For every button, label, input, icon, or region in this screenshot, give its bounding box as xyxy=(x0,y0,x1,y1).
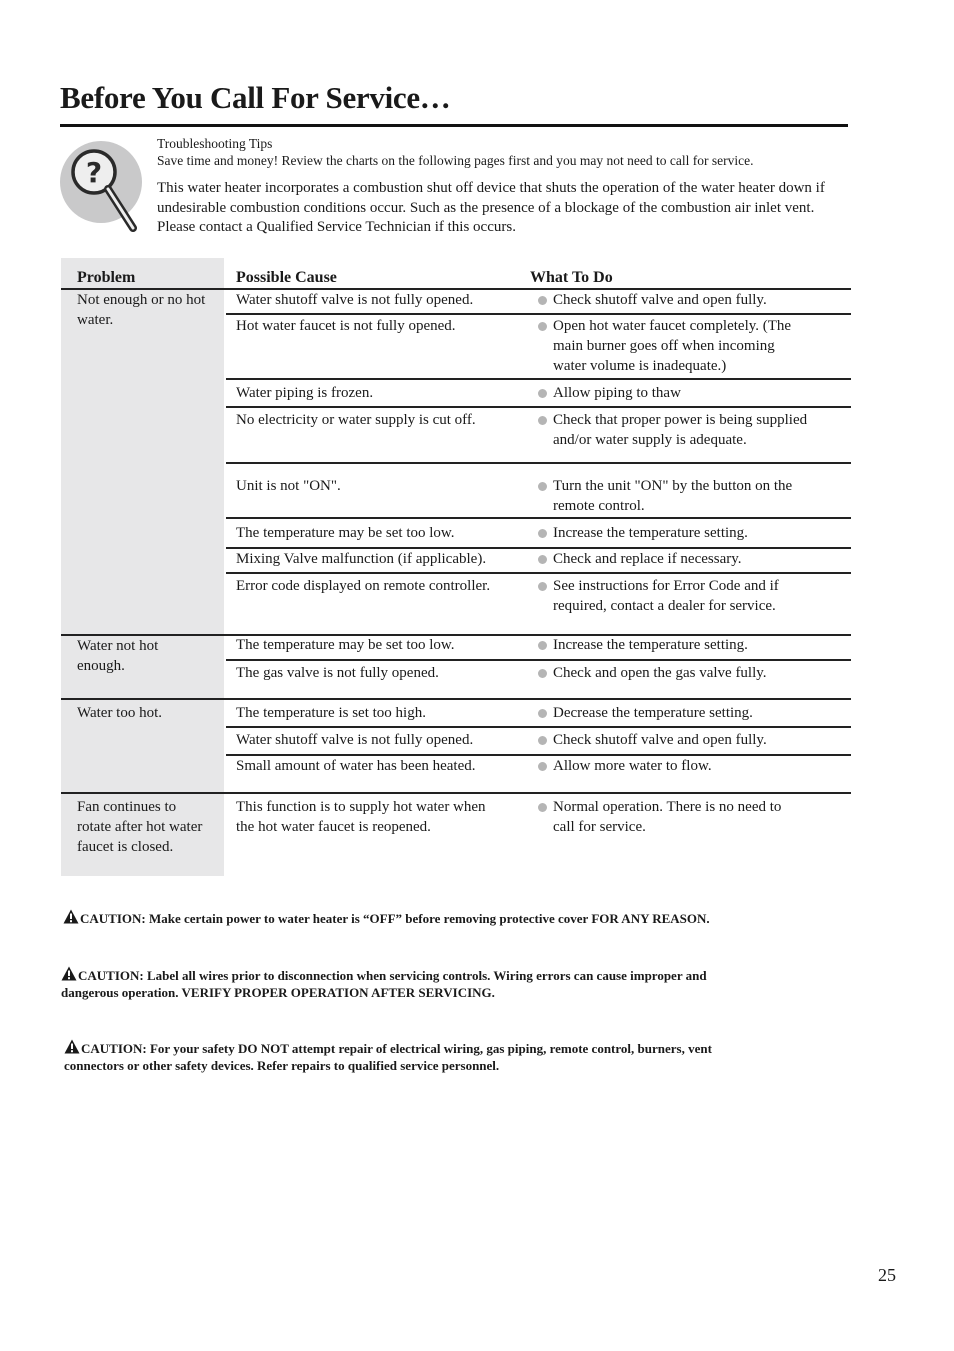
cause-cell: Mixing Valve malfunction (if applicable). xyxy=(236,551,487,567)
cause-cell: No electricity or water supply is cut off. xyxy=(236,412,476,428)
row-rule xyxy=(226,659,851,661)
row-rule xyxy=(226,547,851,549)
page-title: Before You Call For Service… xyxy=(60,80,451,115)
bullet-icon xyxy=(538,529,547,538)
cause-cell: Water shutoff valve is not fully opened. xyxy=(236,732,474,748)
bullet-icon xyxy=(538,669,547,678)
bullet-icon xyxy=(538,416,547,425)
bullet-icon xyxy=(538,296,547,305)
cause-cell: The temperature may be set too low. xyxy=(236,525,455,541)
problem-cell: Water not hot enough. xyxy=(77,638,159,674)
cause-cell: The temperature is set too high. xyxy=(236,705,426,721)
row-rule xyxy=(226,517,851,519)
bullet-icon xyxy=(538,482,547,491)
question-magnifier-icon xyxy=(60,140,142,232)
what-to-do-cell: Increase the temperature setting. xyxy=(553,637,748,653)
what-to-do-cell: Decrease the temperature setting. xyxy=(553,705,753,721)
bullet-icon xyxy=(538,762,547,771)
tips-subtitle: Save time and money! Review the charts on the following pages first and you may not need to call for service. xyxy=(157,153,754,168)
caution-note: CAUTION: For your safety DO NOT attempt repair of electrical wiring, gas piping, remote control, burners, vent connectors or other safety devices. Refer repairs to qualified service personnel. xyxy=(64,1041,712,1073)
cause-cell: Water piping is frozen. xyxy=(236,385,374,401)
cause-cell: Unit is not "ON". xyxy=(236,478,341,494)
tips-title: Troubleshooting Tips xyxy=(157,136,273,151)
title-rule xyxy=(60,124,848,127)
svg-text:?: ? xyxy=(85,156,103,189)
cause-cell: Water shutoff valve is not fully opened. xyxy=(236,292,474,308)
what-to-do-cell: Turn the unit "ON" by the button on the remote control. xyxy=(553,478,793,514)
what-to-do-cell: Check and open the gas valve fully. xyxy=(553,665,767,681)
problem-cell: Water too hot. xyxy=(77,705,163,721)
row-rule xyxy=(226,462,851,464)
cause-cell: Small amount of water has been heated. xyxy=(236,758,476,774)
warning-triangle-icon xyxy=(61,966,77,981)
caution-note: CAUTION: Label all wires prior to disconnection when servicing controls. Wiring errors can cause improper and dangerous operation. VERIFY PROPER OPERATION AFTER SERVICING. xyxy=(61,968,707,1000)
what-to-do-cell: Open hot water faucet completely. (The main burner goes off when incoming water volume is inadequate.) xyxy=(553,318,792,374)
row-rule xyxy=(226,378,851,380)
bullet-icon xyxy=(538,709,547,718)
what-to-do-cell: Check and replace if necessary. xyxy=(553,551,742,567)
what-to-do-cell: Allow piping to thaw xyxy=(553,385,681,401)
row-rule xyxy=(226,406,851,408)
group-rule xyxy=(61,792,851,794)
caution-note: CAUTION: Make certain power to water heater is “OFF” before removing protective cover FOR ANY REASON. xyxy=(63,909,710,927)
bullet-icon xyxy=(538,322,547,331)
bullet-icon xyxy=(538,389,547,398)
what-to-do-cell: Check that proper power is being supplied and/or water supply is adequate. xyxy=(553,412,808,448)
cause-cell: The temperature may be set too low. xyxy=(236,637,455,653)
page-number: 25 xyxy=(878,1265,896,1285)
bullet-icon xyxy=(538,641,547,650)
intro-paragraph: This water heater incorporates a combustion shut off device that shuts the operation of the water heater down if undesirable combustion conditions occur. Such as the presence of a blockage of the combustion air inlet vent. Please contact a Qualified Service Technician if this occurs. xyxy=(157,180,825,235)
group-rule xyxy=(61,698,851,700)
row-rule xyxy=(226,313,851,315)
problem-cell: Fan continues to rotate after hot water faucet is closed. xyxy=(77,799,203,855)
row-rule xyxy=(226,572,851,574)
bullet-icon xyxy=(538,582,547,591)
what-to-do-cell: See instructions for Error Code and if required, contact a dealer for service. xyxy=(553,578,779,614)
warning-triangle-icon xyxy=(64,1039,80,1054)
cause-cell: This function is to supply hot water when the hot water faucet is reopened. xyxy=(236,799,486,835)
what-to-do-cell: Check shutoff valve and open fully. xyxy=(553,732,767,748)
cause-cell: The gas valve is not fully opened. xyxy=(236,665,439,681)
header-what-to-do: What To Do xyxy=(530,269,613,286)
bullet-icon xyxy=(538,555,547,564)
what-to-do-cell: Check shutoff valve and open fully. xyxy=(553,292,767,308)
warning-triangle-icon xyxy=(63,909,79,924)
row-rule xyxy=(226,726,851,728)
what-to-do-cell: Allow more water to flow. xyxy=(553,758,712,774)
cause-cell: Hot water faucet is not fully opened. xyxy=(236,318,456,334)
what-to-do-cell: Increase the temperature setting. xyxy=(553,525,748,541)
problem-cell: Not enough or no hot water. xyxy=(77,292,206,328)
problem-cell-shade xyxy=(61,290,224,634)
bullet-icon xyxy=(538,736,547,745)
what-to-do-cell: Normal operation. There is no need to call for service. xyxy=(553,799,782,835)
header-possible-cause: Possible Cause xyxy=(236,269,337,286)
cause-cell: Error code displayed on remote controller. xyxy=(236,578,491,594)
bullet-icon xyxy=(538,803,547,812)
header-problem: Problem xyxy=(77,269,136,286)
row-rule xyxy=(226,754,851,756)
